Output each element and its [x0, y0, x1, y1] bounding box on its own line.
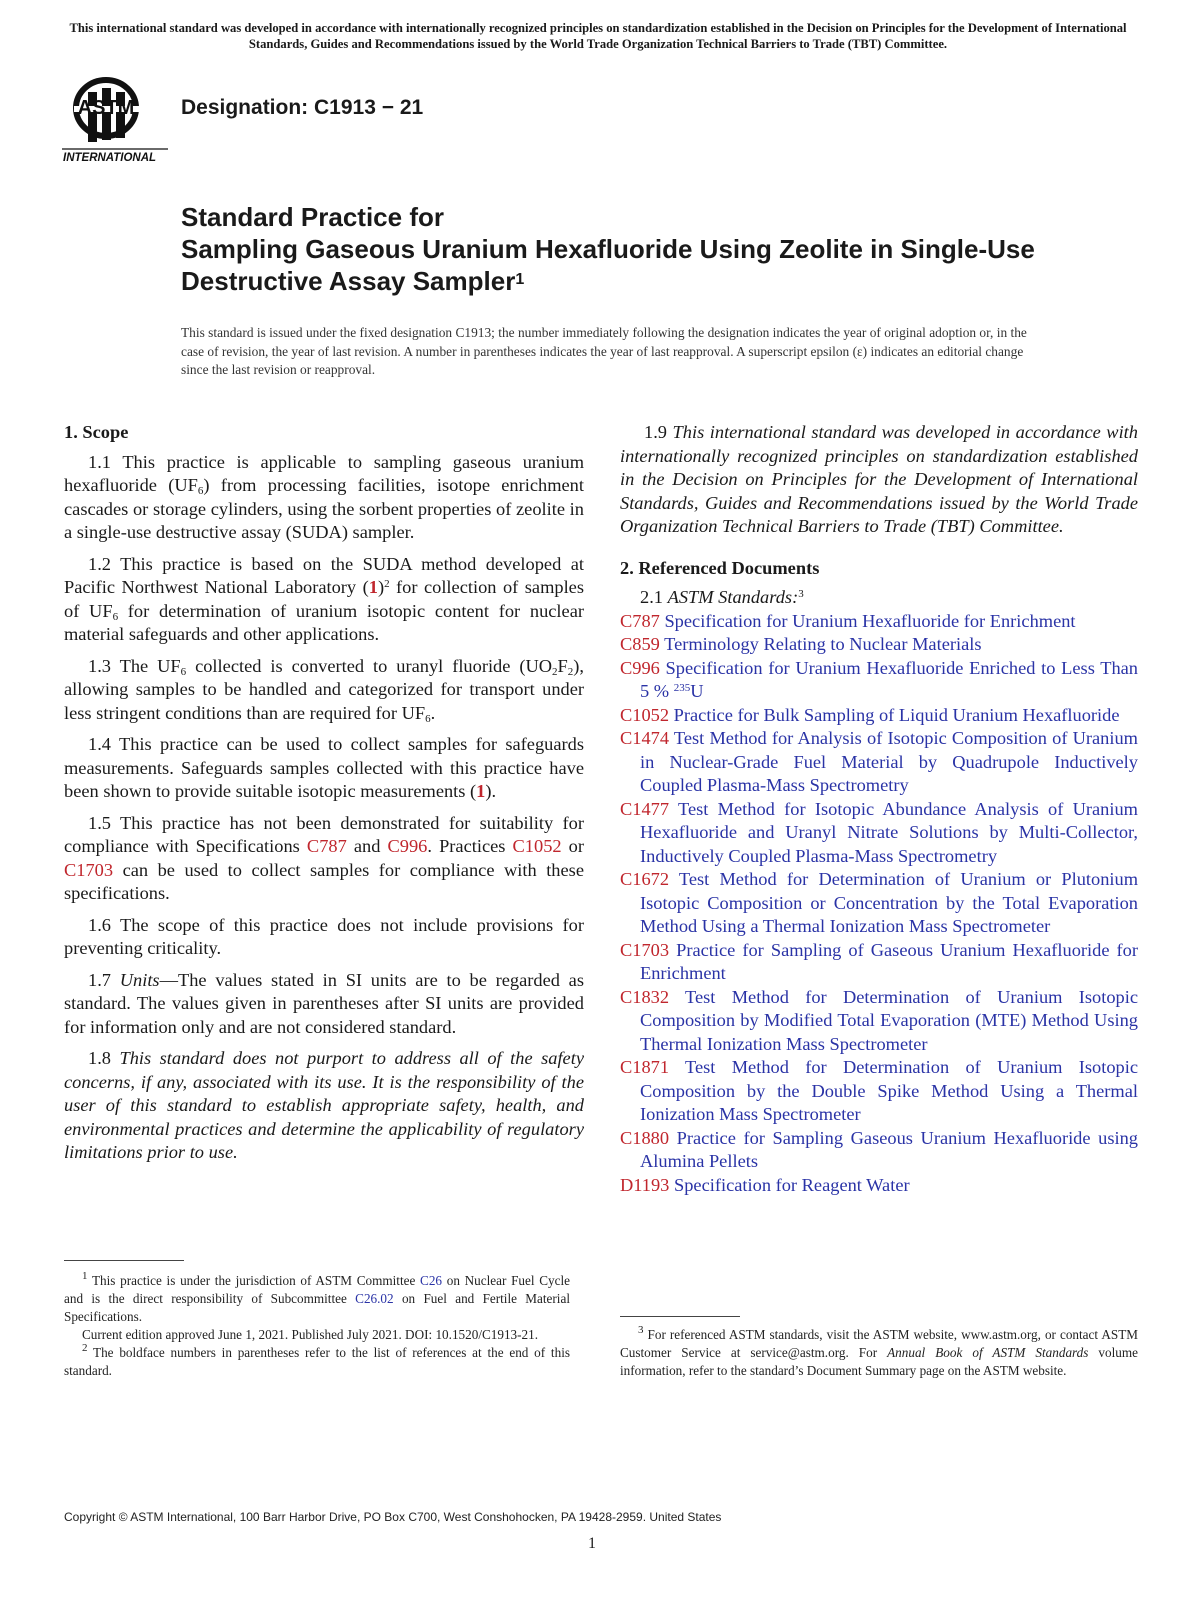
- reference-list: [620, 610, 1138, 1198]
- standard-title: [181, 201, 1081, 297]
- footnote-3: $^3$ For referenced ASTM standards, visit the ASTM website, www.astm.org, or contact ASTM Customer Service at service@astm.org. For Annual Book of ASTM Standards volume information, refer to the standard’s Document Summary page on the ASTM website.: [620, 1324, 1138, 1378]
- reference-title-link[interactable]: Test Method for Determination of Uranium Isotopic Composition by the Double Spike Method Using a Thermal Ionization Mass Spectrometer: [640, 1057, 1138, 1124]
- reference-title-link[interactable]: Practice for Sampling of Gaseous Uranium Hexafluoride for Enrichment: [640, 939, 1138, 983]
- reference-code-link[interactable]: C1871: [620, 1057, 670, 1077]
- para-1-7: 1.7 Units—The values stated in SI units are to be regarded as standard. The values given in parentheses after SI units are provided for information only and are not considered standard.: [64, 969, 585, 1037]
- para-1-2: 1.2 This practice is based on the SUDA method developed at Pacific Northwest National Laboratory $(1)^2$ for collection of samples of $UF_6$ for determination of uranium isotopic content for nuclear material safeguards and other applications.: [64, 553, 584, 644]
- reference-title-link[interactable]: Test Method for Determination of Uranium or Plutonium Isotopic Composition or Concentration by the Total Evaporation Method Using a Thermal Ionization Mass Spectrometer: [640, 869, 1138, 936]
- reference-title-link[interactable]: Test Method for Isotopic Abundance Analysis of Uranium Hexafluoride and Uranyl Nitrate Solutions by Multi-Collector, Inductively Coupled Plasma-Mass Spectrometry: [640, 798, 1138, 866]
- para-1-3: 1.3 The $UF_6$ collected is converted to uranyl fluoride $(UO_2F_2)$, allowing samples to be handled and categorized for transport under less stringent conditions than are required for $UF_6$.: [64, 655, 585, 725]
- reference-title-link[interactable]: Practice for Bulk Sampling of Liquid Uranium Hexafluoride: [669, 704, 1120, 725]
- reference-item: [620, 727, 1138, 798]
- reference-item: [620, 704, 1138, 728]
- reference-code-link[interactable]: C1880: [620, 1127, 670, 1148]
- footnote-rule-left: [64, 1260, 184, 1261]
- reference-title-link[interactable]: Specification for Uranium Hexafluoride for Enrichment: [659, 610, 1076, 631]
- footnote-rule-right: [620, 1316, 740, 1317]
- title-line-2: Sampling Gaseous Uranium Hexafluoride Using Zeolite in Single-Use Destructive Assay Sampler: [181, 234, 1035, 296]
- designation: Designation: C1913 − 21: [181, 96, 424, 119]
- reference-code-link[interactable]: C1703: [620, 939, 670, 960]
- para-1-4: 1.4 This practice can be used to collect samples for safeguards measurements. Safeguards samples collected with this practice have been shown to provide suitable isotopic measurements (1).: [64, 734, 584, 801]
- reference-code-link[interactable]: C859: [620, 634, 660, 654]
- astm-standards-subheading: 2.1 ASTM Standards:$^3$: [640, 587, 804, 607]
- isotope-superscript: 235: [673, 682, 691, 694]
- link-c1703[interactable]: C1703: [64, 859, 114, 880]
- issued-note: This standard is issued under the fixed designation C1913; the number immediately following the designation indicates the year of original adoption or, in the case of revision, the year of last revision. A number in parentheses indicates the year of last reapproval. A superscript epsilon (ε) indicates an editorial change since the last revision or reapproval.: [181, 325, 1027, 377]
- reference-item: [620, 610, 1138, 634]
- reference-title-link[interactable]: Practice for Sampling Gaseous Uranium Hexafluoride using Alumina Pellets: [640, 1127, 1138, 1171]
- reference-link[interactable]: 1: [476, 781, 486, 801]
- link-c787[interactable]: C787: [306, 836, 347, 856]
- footnote-2: $^2$ The boldface numbers in parentheses refer to the list of references at the end of this standard.: [64, 1342, 570, 1378]
- astm-logo: [62, 70, 168, 166]
- reference-title-link[interactable]: Test Method for Analysis of Isotopic Composition of Uranium in Nuclear-Grade Fuel Material by Quadrupole Inductively Coupled Plasma-Mass Spectrometry: [640, 728, 1138, 795]
- title-line-1: Standard Practice for: [181, 202, 444, 232]
- reference-link[interactable]: 1: [368, 577, 378, 597]
- reference-title-link[interactable]: Specification for Uranium Hexafluoride Enriched to Less Than 5 %: [640, 657, 1138, 701]
- scope-heading: 1. Scope: [64, 422, 129, 442]
- reference-title-link[interactable]: Test Method for Determination of Uranium Isotopic Composition by Modified Total Evaporation (MTE) Method Using Thermal Ionization Mass Spectrometer: [640, 986, 1138, 1054]
- reference-code-link[interactable]: C1832: [620, 986, 670, 1007]
- reference-item: [620, 868, 1138, 939]
- reference-item: [620, 986, 1138, 1057]
- link-c26[interactable]: C26: [420, 1273, 443, 1288]
- isotope-symbol: U: [690, 681, 704, 701]
- link-c996[interactable]: C996: [387, 836, 428, 856]
- reference-item: [620, 657, 1138, 704]
- reference-code-link[interactable]: D1193: [620, 1174, 670, 1195]
- footnote-1: $^1$ This practice is under the jurisdiction of ASTM Committee C26 on Nuclear Fuel Cycle and is the direct responsibility of Subcommittee C26.02 on Fuel and Fertile Material Specifications.: [64, 1270, 570, 1324]
- para-1-5: 1.5 This practice has not been demonstrated for suitability for compliance with Specifications C787 and C996. Practices C1052 or C1703 can be used to collect samples for compliance with these specifications.: [64, 812, 585, 903]
- reference-item: [620, 1056, 1138, 1127]
- link-c26-02[interactable]: C26.02: [355, 1291, 394, 1306]
- reference-code-link[interactable]: C996: [620, 657, 660, 678]
- logo-subtitle: INTERNATIONAL: [63, 152, 157, 164]
- para-1-6: 1.6 The scope of this practice does not include provisions for preventing criticality.: [64, 914, 584, 958]
- para-1-9: 1.9 This international standard was developed in accordance with internationally recognized principles on standardization established in the Decision on Principles for the Development of International Standards, Guides and Recommendations issued by the World Trade Organization Technical Barriers to Trade (TBT) Committee.: [620, 422, 1138, 536]
- wto-notice: This international standard was developed in accordance with internationally recognized principles on standardization established in the Decision on Principles for the Development of International Standards, Guides and Recommendations issued by the World Trade Organization Technical Barriers to Trade (TBT) Committee.: [69, 21, 1127, 51]
- reference-code-link[interactable]: C1052: [620, 704, 670, 725]
- link-c1052[interactable]: C1052: [512, 836, 562, 856]
- para-1-1: 1.1 This practice is applicable to sampling gaseous uranium hexafluoride $(UF_6)$ from processing facilities, isotope enrichment cascades or storage cylinders, using the sorbent properties of zeolite in a single-use destructive assay (SUDA) sampler.: [64, 451, 584, 542]
- footnotes-right: [620, 1326, 1138, 1380]
- reference-item: [620, 939, 1138, 986]
- reference-item: [620, 1174, 1138, 1198]
- title-footnote-mark: 1: [515, 271, 525, 288]
- referenced-documents-heading: 2. Referenced Documents: [620, 557, 820, 578]
- right-column: [620, 421, 1138, 1197]
- reference-item: [620, 798, 1138, 869]
- reference-code-link[interactable]: C1672: [620, 869, 670, 889]
- copyright: Copyright © ASTM International, 100 Barr Harbor Drive, PO Box C700, West Conshohocken, PA 19428-2959. United States: [64, 1510, 722, 1524]
- reference-code-link[interactable]: C1477: [620, 798, 670, 819]
- reference-item: [620, 633, 1138, 657]
- reference-code-link[interactable]: C1474: [620, 728, 670, 748]
- footnote-edition: Current edition approved June 1, 2021. Published July 2021. DOI: 10.1520/C1913-21.: [82, 1327, 539, 1342]
- reference-title-link[interactable]: Specification for Reagent Water: [669, 1174, 910, 1195]
- reference-title-link[interactable]: Terminology Relating to Nuclear Materials: [659, 634, 982, 654]
- reference-code-link[interactable]: C787: [620, 610, 660, 631]
- reference-item: [620, 1127, 1138, 1174]
- para-1-8: 1.8 This standard does not purport to address all of the safety concerns, if any, associated with its use. It is the responsibility of the user of this standard to establish appropriate safety, health, and environmental practices and determine the applicability of regulatory limitations prior to use.: [64, 1048, 584, 1162]
- footnotes-left: [64, 1272, 570, 1380]
- left-column: [64, 421, 584, 1173]
- logo-letters: ASTM: [77, 97, 135, 119]
- page-number: 1: [588, 1535, 596, 1552]
